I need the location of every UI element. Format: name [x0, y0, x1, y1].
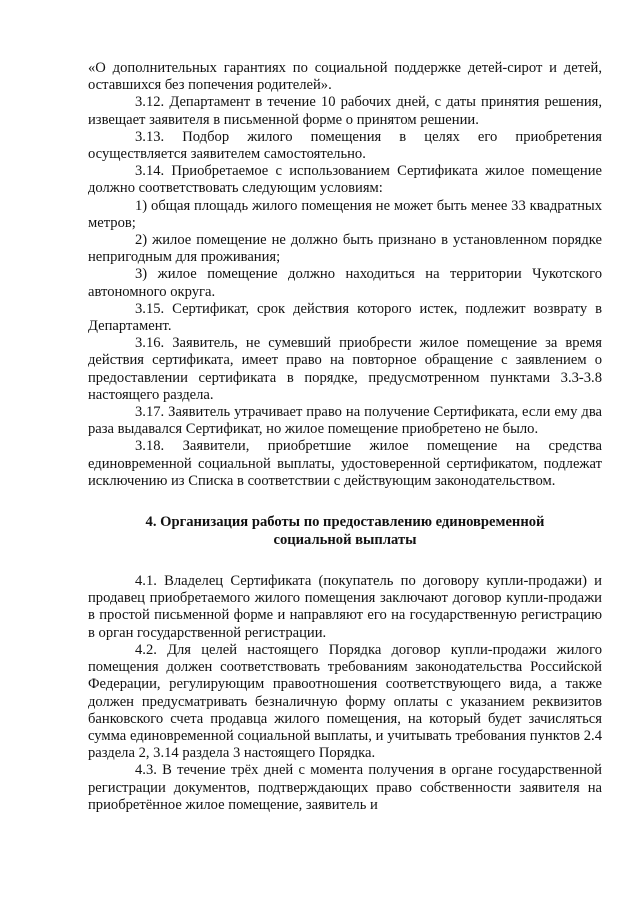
paragraph-3-14-condition-3: 3) жилое помещение должно находиться на территории Чукотского автономного округа. — [88, 266, 602, 300]
paragraph-4-1: 4.1. Владелец Сертификата (покупатель по договору купли-продажи) и продавец приобретаемого жилого помещения заключают договор купли-продажи в простой письменной форме и направляют его на государственную регистрацию в орган государственной регистрации. — [88, 573, 602, 641]
paragraph-law-title-continuation: «О дополнительных гарантиях по социальной поддержке детей-сирот и детей, оставшихся без попечения родителей». — [88, 60, 602, 94]
paragraph-3-14-condition-2: 2) жилое помещение не должно быть признано в установленном порядке непригодным для проживания; — [88, 232, 602, 266]
paragraph-3-16: 3.16. Заявитель, не сумевший приобрести жилое помещение за время действия сертификата, имеет право на повторное обращение с заявлением о предоставлении сертификата в порядке, предусмотренном пунктами 3.3-3.8 настоящего раздела. — [88, 335, 602, 403]
paragraph-3-12: 3.12. Департамент в течение 10 рабочих дней, с даты принятия решения, извещает заявителя в письменной форме о принятом решении. — [88, 94, 602, 128]
document-page — [88, 60, 602, 814]
section-4-heading — [88, 513, 602, 549]
paragraph-3-13: 3.13. Подбор жилого помещения в целях его приобретения осуществляется заявителем самостоятельно. — [88, 128, 602, 163]
paragraph-3-15: 3.15. Сертификат, срок действия которого истек, подлежит возврату в Департамент. — [88, 300, 602, 335]
paragraph-3-14: 3.14. Приобретаемое с использованием Сертификата жилое помещение должно соответствовать следующим условиям: — [88, 163, 602, 197]
section-4-heading-line-1: 4. Организация работы по предоставлению единовременной — [145, 514, 545, 531]
section-4-heading-line-2: социальной выплаты — [273, 532, 417, 549]
paragraph-4-3: 4.3. В течение трёх дней с момента получения в органе государственной регистрации документов, подтверждающих право собственности заявителя на приобретённое жилое помещение, заявитель и — [88, 762, 602, 813]
paragraph-4-2: 4.2. Для целей настоящего Порядка договор купли-продажи жилого помещения должен соответствовать требованиям законодательства Российской Федерации, регулирующим правоотношения соответствующего вида, а также должен предусматривать безналичную форму оплаты с указанием реквизитов банковского счета продавца жилого помещения, на который будет зачисляться сумма единовременной социальной выплаты, и учитывать требования пунктов 2.4 раздела 2, 3.14 раздела 3 настоящего Порядка. — [88, 641, 602, 762]
paragraph-3-14-condition-1: 1) общая площадь жилого помещения не может быть менее 33 квадратных метров; — [88, 197, 602, 231]
paragraph-3-17: 3.17. Заявитель утрачивает право на получение Сертификата, если ему два раза выдавался Сертификат, но жилое помещение приобретено не было. — [88, 404, 602, 438]
paragraph-3-18: 3.18. Заявители, приобретшие жилое помещение на средства единовременной социальной выплаты, удостоверенной сертификатом, подлежат исключению из Списка в соответствии с действующим законодательством. — [88, 438, 602, 489]
